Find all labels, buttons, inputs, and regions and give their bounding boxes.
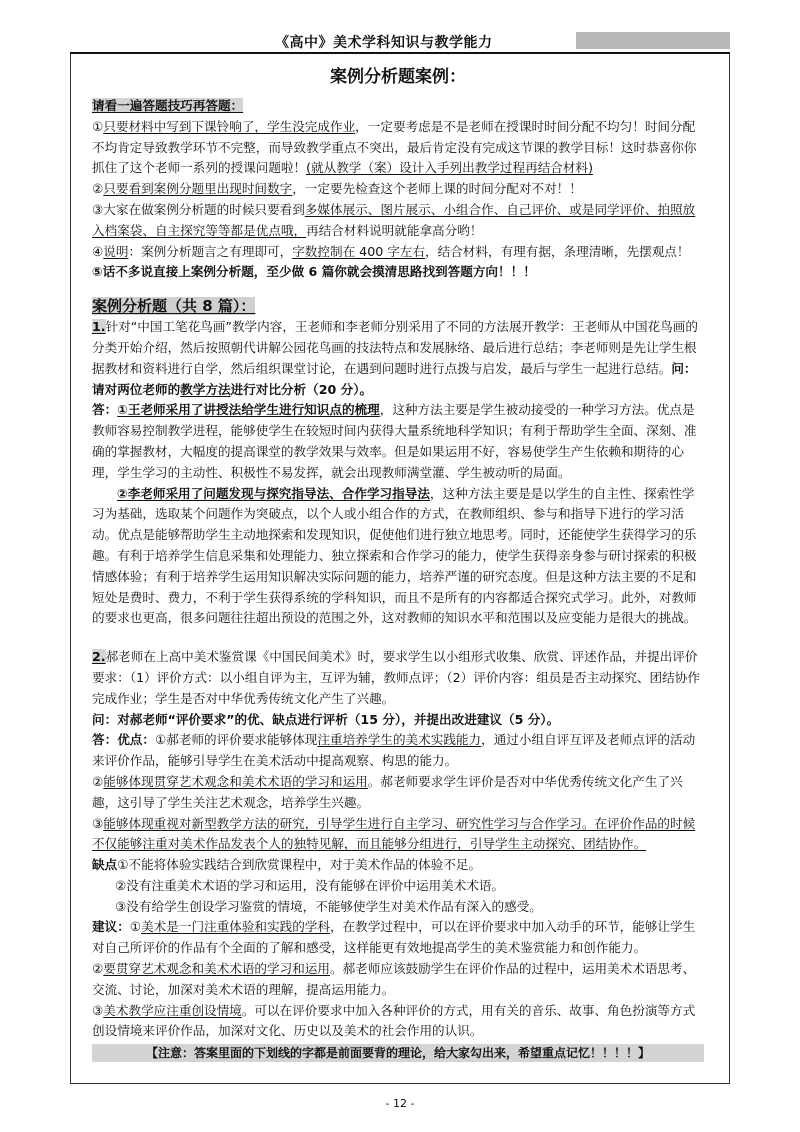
page-content xyxy=(92,60,704,1062)
case-2-sug-3-a: ③ xyxy=(92,1002,104,1018)
case-2-number: 2. xyxy=(92,649,106,665)
section-heading-text: 案例分析题（共 8 篇）： xyxy=(92,297,256,316)
tips-heading xyxy=(92,96,704,117)
case-1-answer-1-lead: ①王老师采用了讲授法给学生进行知识点的梳理 xyxy=(117,402,380,418)
case-2-sug-1-key: 美术是一门注重体验和实践的学科 xyxy=(141,919,330,935)
case-2-sug-3 xyxy=(92,1001,704,1043)
case-2-adv-2 xyxy=(92,772,704,814)
case-2-adv-1-key: 注重培养学生的美术实践能力 xyxy=(317,732,482,748)
case-1-text xyxy=(92,317,704,400)
case-2-question: 问：对郝老师“评价要求”的优、缺点进行评析（15 分），并提出改进建议（5 分）。 xyxy=(92,711,560,727)
case-2-adv-2-a: ② xyxy=(92,773,104,789)
case-1-question-c: 进行对比分析（20 分）。 xyxy=(230,381,373,397)
case-2-adv-1 xyxy=(92,730,704,772)
case-2-sug-label: 建议： xyxy=(92,919,130,935)
tip-3 xyxy=(92,200,704,242)
case-2-body: 郝老师在上高中美术鉴赏课《中国民间美术》时，要求学生以小组形式收集、欣赏、评述作品，并提出评价要求：（1）评价方式：以小组自评为主，互评为辅，教师点评；（2）评价内容：组员是否主动探究、团结协作完成作业；学生是否对中华优秀传统文化产生了兴趣。 xyxy=(92,649,700,706)
case-2-adv-3-a: ③ xyxy=(92,815,104,831)
case-2-adv-2-c: 。郝老师要求学生评价是否对中华优秀传统文化产生了兴趣，这引导了学生关注艺术观念，培养学生兴趣。 xyxy=(92,773,683,810)
case-1-answer-1 xyxy=(92,400,704,483)
spacer xyxy=(92,629,704,647)
tip-2 xyxy=(92,179,704,200)
tip-1-key: 只要材料中写到下课铃响了，学生没完成作业 xyxy=(103,118,356,134)
case-2-adv-label: 答：优点： xyxy=(92,732,155,748)
case-2-sug-3-key: 美术教学应注重创设情境 xyxy=(103,1002,242,1018)
tip-4-num: ④ xyxy=(92,243,104,259)
case-1-body: 针对“中国工笔花鸟画”教学内容，王老师和李老师分别采用了不同的方法展开教学：王老师从中国花鸟画的分类开始介绍，然后按照朝代讲解公园花鸟画的技法特点和发展脉络、最后进行总结；李老师则是先让学生根据教材和资料进行自学，然后组织课堂讨论，在遇到问题时进行点拨与启发，最后与学生一起进行总结。 xyxy=(92,319,698,376)
case-2-adv-3 xyxy=(92,814,704,856)
case-2-sug-2-c: 。郝老师应该鼓励学生在评价作品的过程中，运用美术术语思考、交流、讨论，加深对美术术语的理解，提高运用能力。 xyxy=(92,961,696,997)
tip-1-num: ① xyxy=(92,118,104,134)
case-2-adv-3-key: 能够体现重视对新型教学方法的研究，引导学生进行自主学习、研究性学习与合作学习。在评价作品的时候不仅能够注重对美术作品发表个人的独特见解，而且能够分组进行，引导学生主动探究、团结协作。 xyxy=(92,815,696,852)
case-1-answer-label: 答： xyxy=(92,402,118,418)
case-1-answer-2-text: ，这种方法主要是是以学生的自主性、探索性学习为基础，选取某个问题作为突破点，以个人或小组合作的方式，在教师组织、参与和指导下进行的学习活动。优点是能够帮助学生主动地探索和发现知识，促使他们进行独立地思考。同时，还能使学生获得学习的乐趣。有利于培养学生信息采集和处理能力、独立探索和合作学习的能力，使学生获得亲身参与研讨探索的积极情感体验；有利于培养学生运用知识解决实际问题的能力，培养严谨的研究态度。但是这种方法主要的不足和短处是费时、费力，不利于学生获得系统的学科知识，而且不是所有的内容都适合探究式学习。此外，对教师的要求也更高，很多问题往往超出预设的范围之外，这对教师的知识水平和范围以及应变能力是很大的挑战。 xyxy=(92,485,697,626)
case-2-sug-3-c: 。可以在评价要求中加入各种评价的方式，用有关的音乐、故事、角色扮演等方式创设情境来评价作品，加深对文化、历史以及美术的社会作用的认识。 xyxy=(92,1002,696,1039)
case-2-sug-1-c: ，在教学过程中，可以在评价要求中加入动手的环节，能够让学生对自己所评价的作品有个全面的了解和感受，这样能更有效地提高学生的美术鉴赏能力和创作能力。 xyxy=(92,919,696,956)
case-2-dis-label: 缺点 xyxy=(92,857,118,873)
tip-3-key: 多媒体展示、图片展示、小组合作、自己评价、或是同学评价、拍照放入档案袋、自主探究等等都是优点哦， xyxy=(92,201,696,238)
case-2-sug-2 xyxy=(92,959,704,1001)
tip-4-tail: ，结合材料，有理有据，条理清晰，先摆观点！ xyxy=(425,243,690,259)
tip-1 xyxy=(92,117,704,179)
spacer xyxy=(92,283,704,295)
case-1-answer-2-lead: ②李老师采用了问题发现与探究指导法、合作学习指导法 xyxy=(117,485,430,501)
tip-2-num: ② xyxy=(92,181,104,197)
header-gray-bar xyxy=(576,32,730,49)
case-2-sug-1 xyxy=(92,917,704,959)
note-banner: 【注意：答案里面的下划线的字都是前面要背的理论，给大家勾出来，希望重点记忆！！！！】 xyxy=(92,1044,704,1062)
case-2-adv-2-key: 能够体现贯穿艺术观念和美术术语的学习和运用 xyxy=(103,773,368,789)
section-heading xyxy=(92,295,704,317)
tip-4 xyxy=(92,242,704,263)
page-number: - 12 - xyxy=(385,1097,415,1110)
case-2-sug-2-a: ② xyxy=(92,961,104,977)
case-1-question-key: 教学方法 xyxy=(180,381,231,397)
tip-4-label: 说明 xyxy=(103,243,129,259)
case-2-dis-3: ③没有给学生创设学习鉴赏的情境，不能够使学生对美术作品有深入的感受。 xyxy=(115,898,542,914)
case-2-text xyxy=(92,647,704,709)
tip-2-key: 只要看到案例分题里出现时间数字 xyxy=(103,181,293,197)
case-2-dis-2: ②没有注重美术术语的学习和运用，没有能够在评价中运用美术术语。 xyxy=(115,877,505,893)
tip-3-lead: ③大家在做案例分析题的时候只要看到 xyxy=(92,201,305,217)
tip-1-note: (就从教学（案）设计入手列出教学过程再结合材料) xyxy=(306,160,593,176)
case-2-adv-1-a: ①郝老师的评价要求能够体现 xyxy=(154,732,318,748)
tip-4-text: ：案例分析题言之有理即可， xyxy=(128,243,293,259)
tip-1-text: ，一定要考虑是不是老师在授课时时间分配不均匀！时间分配不均肯定导致教学环节不完整，而导致教学重点不突出，最后肯定没有完成这节课的教学目标！这时恭喜你你抓住了这个老师一系列的授课问题啦！ xyxy=(92,118,697,176)
tips-heading-text: 请看一遍答题技巧再答题： xyxy=(92,98,244,113)
case-2-dis-1 xyxy=(92,855,704,876)
header-title: 《高中》美术学科知识与教学能力 xyxy=(275,35,493,51)
case-1-answer-2 xyxy=(92,484,704,630)
case-1-answer-1-text: ，这种方法主要是学生被动接受的一种学习方法。优点是教师容易控制教学进程，能够使学生在较短时间内获得大量系统地科学知识；有利于帮助学生全面、深刻、准确的掌握教材，大幅度的提高课堂的教学效果与效率。但是如果运用不好，容易使学生产生依赖和期待的心理，学生学习的主动性、积极性不易发挥，就会出现教师满堂灌、学生被动听的局面。 xyxy=(92,402,697,480)
page-title: 案例分析题案例： xyxy=(330,67,466,87)
case-2-adv-1-c: ，通过小组自评互评及老师点评的活动来评价作品，能够引导学生在美术活动中提高观察、构思的能力。 xyxy=(92,732,696,769)
tip-4-key: 字数控制在 400 字左右 xyxy=(292,243,425,259)
case-2-dis-1-text: ①不能将体验实践结合到欣赏课程中，对于美术作品的体验不足。 xyxy=(117,857,482,873)
case-1-question-a: 问：请对两位老师的 xyxy=(92,360,697,397)
case-2-sug-1-a: ① xyxy=(129,919,142,935)
tip-2-text: ，一定要先检查这个老师上课的时间分配对不对！！ xyxy=(292,181,582,197)
case-1-number: 1. xyxy=(92,319,106,335)
tip-5: ⑤话不多说直接上案例分析题，至少做 6 篇你就会摸清思路找到答题方向！！！ xyxy=(92,264,536,280)
case-2-sug-2-key: 要贯穿艺术观念和美术术语的学习和运用 xyxy=(103,961,330,977)
tip-3-text: 再结合材料说明就能拿高分哟！ xyxy=(306,222,483,238)
